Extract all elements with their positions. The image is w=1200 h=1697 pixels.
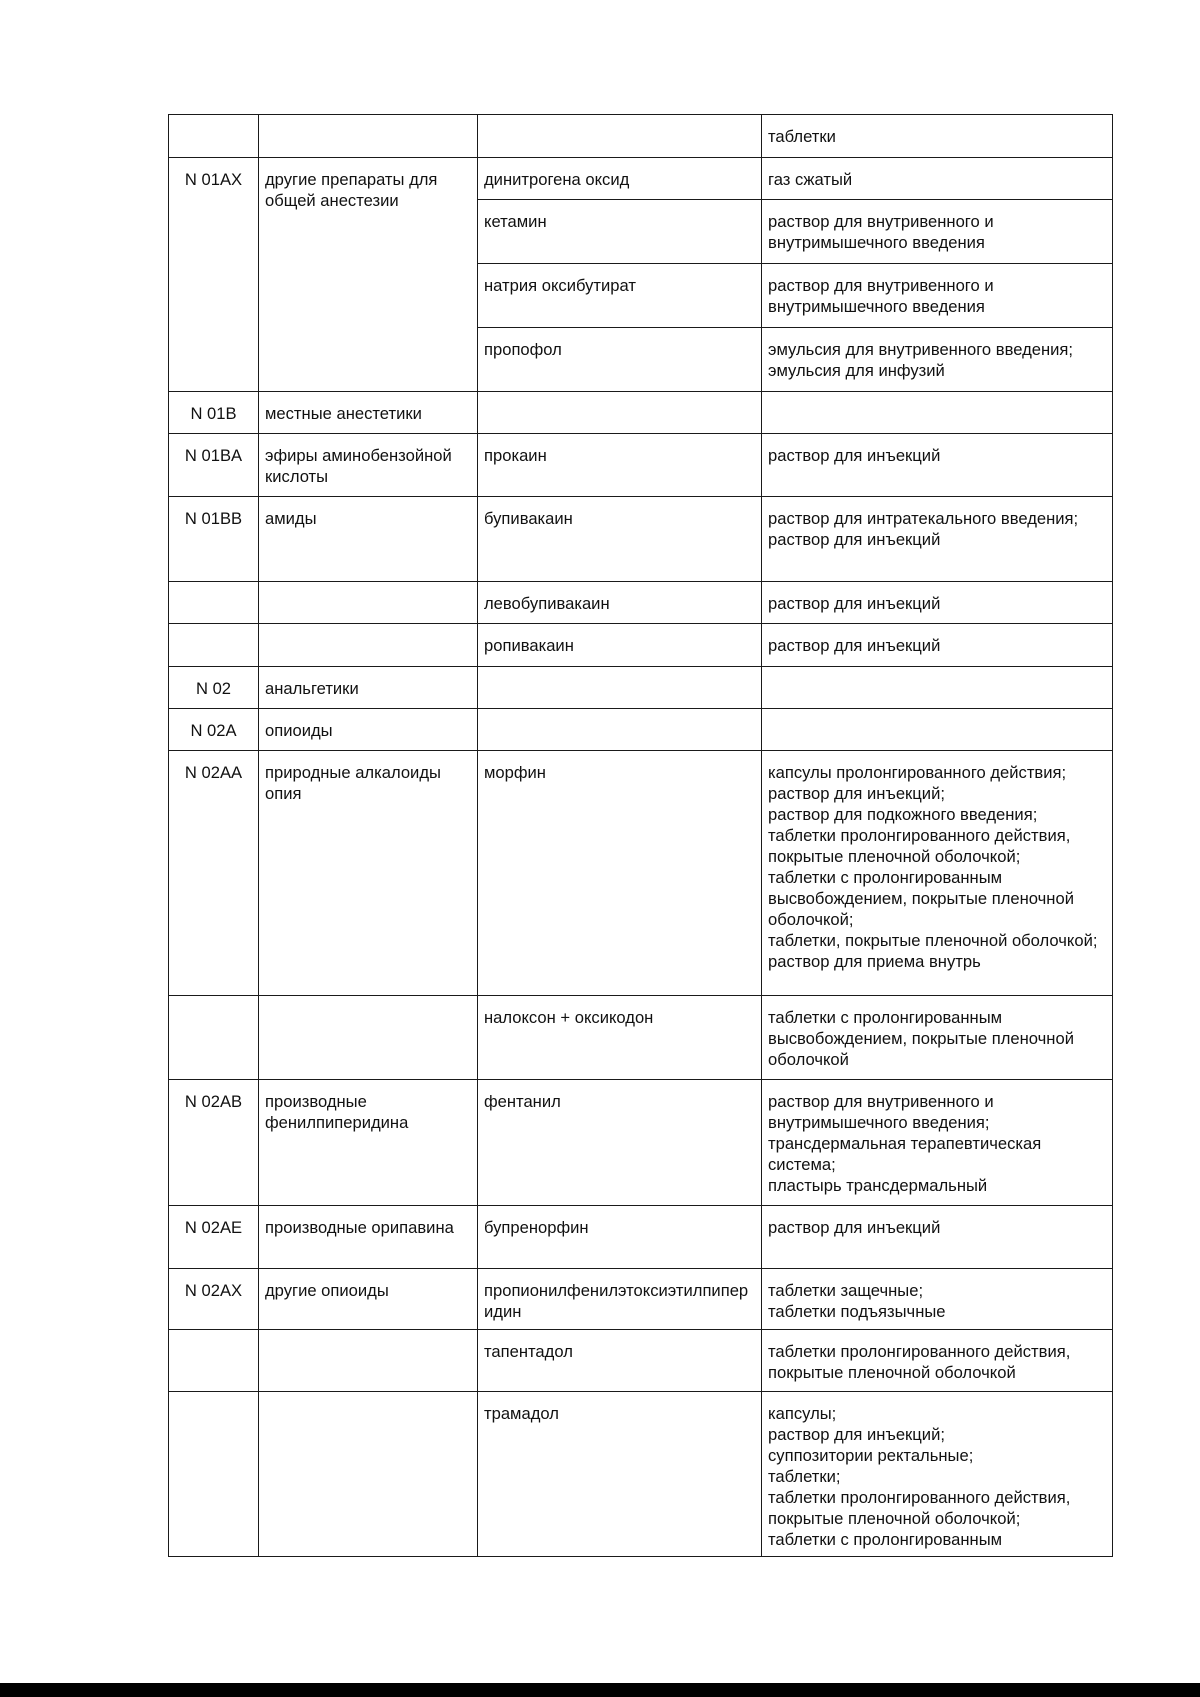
dosage-form-line: таблетки [768, 127, 836, 146]
group-name-cell [259, 115, 478, 158]
dosage-forms-cell [762, 328, 1113, 392]
atc-code-cell: N 02AA [169, 751, 259, 996]
dosage-form-line: газ сжатый [768, 170, 853, 189]
group-name-cell: природные алкалоиды опия [259, 751, 478, 996]
table-row [169, 1206, 1113, 1269]
dosage-form-line: суппозитории ректальные; [768, 1446, 974, 1465]
dosage-form-line: раствор для интратекального введения; [768, 509, 1079, 528]
atc-code-cell: N 01BA [169, 434, 259, 497]
table-row [169, 582, 1113, 624]
table-row [169, 1269, 1113, 1330]
drug-name-cell: левобупивакаин [478, 582, 762, 624]
group-name-cell [259, 582, 478, 624]
dosage-forms-cell [762, 264, 1113, 328]
dosage-forms-cell [762, 1330, 1113, 1392]
atc-code-cell [169, 1330, 259, 1392]
dosage-form-line: раствор для приема внутрь [768, 952, 981, 971]
atc-code-cell: N 02A [169, 709, 259, 751]
dosage-form-line: раствор для инъекций [768, 594, 941, 613]
dosage-forms-cell [762, 996, 1113, 1080]
group-name-cell: производные фенилпиперидина [259, 1080, 478, 1206]
dosage-forms-cell [762, 1392, 1113, 1557]
atc-code-cell: N 02AB [169, 1080, 259, 1206]
dosage-form-line: таблетки с пролонгированным [768, 1530, 1003, 1549]
table-row [169, 667, 1113, 709]
drug-name-cell: прокаин [478, 434, 762, 497]
dosage-forms-cell [762, 709, 1113, 751]
dosage-form-line: эмульсия для внутривенного введения; [768, 340, 1074, 359]
scan-bottom-border [0, 1683, 1200, 1697]
dosage-form-line: таблетки с пролонгированным высвобождением, покрытые пленочной оболочкой [768, 1008, 1074, 1069]
table-row [169, 158, 1113, 200]
drug-name-cell [478, 667, 762, 709]
table-row [169, 996, 1113, 1080]
medicines-table [168, 114, 1113, 1557]
atc-code-cell: N 01B [169, 392, 259, 434]
group-name-cell: другие препараты для общей анестезии [259, 158, 478, 392]
dosage-form-line: раствор для внутривенного и внутримышечного введения; [768, 1092, 994, 1132]
table-row [169, 751, 1113, 996]
group-name-cell [259, 996, 478, 1080]
table-row [169, 1392, 1113, 1557]
drug-name-cell: натрия оксибутират [478, 264, 762, 328]
dosage-forms-cell [762, 624, 1113, 667]
dosage-form-line: пластырь трансдермальный [768, 1176, 988, 1195]
drug-name-cell: фентанил [478, 1080, 762, 1206]
dosage-form-line: раствор для инъекций; [768, 784, 945, 803]
dosage-forms-cell [762, 115, 1113, 158]
dosage-form-line: капсулы пролонгированного действия; [768, 763, 1067, 782]
dosage-form-line: таблетки пролонгированного действия, покрытые пленочной оболочкой; [768, 826, 1071, 866]
table-row [169, 709, 1113, 751]
atc-code-cell: N 02 [169, 667, 259, 709]
atc-code-cell [169, 624, 259, 667]
dosage-form-line: таблетки, покрытые пленочной оболочкой; [768, 931, 1098, 950]
dosage-forms-cell [762, 158, 1113, 200]
atc-code-cell: N 02AX [169, 1269, 259, 1330]
dosage-form-line: таблетки защечные; [768, 1281, 924, 1300]
table-row [169, 392, 1113, 434]
table-row [169, 115, 1113, 158]
drug-name-cell: пропионилфенилэтоксиэтилпиперидин [478, 1269, 762, 1330]
dosage-form-line: раствор для инъекций [768, 636, 941, 655]
drug-name-cell: ропивакаин [478, 624, 762, 667]
group-name-cell: производные орипавина [259, 1206, 478, 1269]
dosage-form-line: раствор для внутривенного и внутримышечного введения [768, 276, 994, 316]
dosage-form-line: раствор для инъекций; [768, 1425, 945, 1444]
dosage-form-line: капсулы; [768, 1404, 837, 1423]
dosage-form-line: эмульсия для инфузий [768, 361, 945, 380]
drug-name-cell [478, 392, 762, 434]
group-name-cell: опиоиды [259, 709, 478, 751]
table-row [169, 1330, 1113, 1392]
group-name-cell: амиды [259, 497, 478, 582]
atc-code-cell [169, 996, 259, 1080]
dosage-form-line: таблетки пролонгированного действия, покрытые пленочной оболочкой [768, 1342, 1071, 1382]
dosage-form-line: трансдермальная терапевтическая система; [768, 1134, 1042, 1174]
table-row [169, 624, 1113, 667]
table-row [169, 497, 1113, 582]
atc-code-cell [169, 582, 259, 624]
atc-code-cell: N 02AE [169, 1206, 259, 1269]
drug-name-cell: динитрогена оксид [478, 158, 762, 200]
atc-code-cell [169, 115, 259, 158]
dosage-form-line: таблетки с пролонгированным высвобождением, покрытые пленочной оболочкой; [768, 868, 1074, 929]
dosage-forms-cell [762, 751, 1113, 996]
dosage-form-line: раствор для внутривенного и внутримышечного введения [768, 212, 994, 252]
dosage-form-line: таблетки пролонгированного действия, покрытые пленочной оболочкой; [768, 1488, 1071, 1528]
dosage-form-line: раствор для инъекций [768, 530, 941, 549]
group-name-cell [259, 1330, 478, 1392]
dosage-forms-cell [762, 434, 1113, 497]
drug-name-cell: пропофол [478, 328, 762, 392]
dosage-forms-cell [762, 582, 1113, 624]
dosage-forms-cell [762, 1269, 1113, 1330]
group-name-cell: анальгетики [259, 667, 478, 709]
atc-code-cell: N 01BB [169, 497, 259, 582]
drug-name-cell: морфин [478, 751, 762, 996]
atc-code-cell: N 01AX [169, 158, 259, 392]
dosage-form-line: раствор для подкожного введения; [768, 805, 1038, 824]
dosage-forms-cell [762, 1080, 1113, 1206]
table-row [169, 434, 1113, 497]
table-row [169, 1080, 1113, 1206]
dosage-forms-cell [762, 200, 1113, 264]
table-body [169, 115, 1113, 1557]
group-name-cell [259, 1392, 478, 1557]
dosage-form-line: таблетки подъязычные [768, 1302, 946, 1321]
drug-name-cell [478, 709, 762, 751]
dosage-form-line: раствор для инъекций [768, 1218, 941, 1237]
atc-code-cell [169, 1392, 259, 1557]
drug-name-cell: тапентадол [478, 1330, 762, 1392]
dosage-forms-cell [762, 392, 1113, 434]
dosage-forms-cell [762, 497, 1113, 582]
drug-name-cell [478, 115, 762, 158]
drug-name-cell: трамадол [478, 1392, 762, 1557]
dosage-forms-cell [762, 667, 1113, 709]
group-name-cell [259, 624, 478, 667]
group-name-cell: эфиры аминобензойной кислоты [259, 434, 478, 497]
dosage-form-line: таблетки; [768, 1467, 841, 1486]
drug-name-cell: бупивакаин [478, 497, 762, 582]
dosage-form-line: раствор для инъекций [768, 446, 941, 465]
group-name-cell: местные анестетики [259, 392, 478, 434]
group-name-cell: другие опиоиды [259, 1269, 478, 1330]
drug-name-cell: кетамин [478, 200, 762, 264]
drug-name-cell: бупренорфин [478, 1206, 762, 1269]
drug-name-cell: налоксон + оксикодон [478, 996, 762, 1080]
dosage-forms-cell [762, 1206, 1113, 1269]
